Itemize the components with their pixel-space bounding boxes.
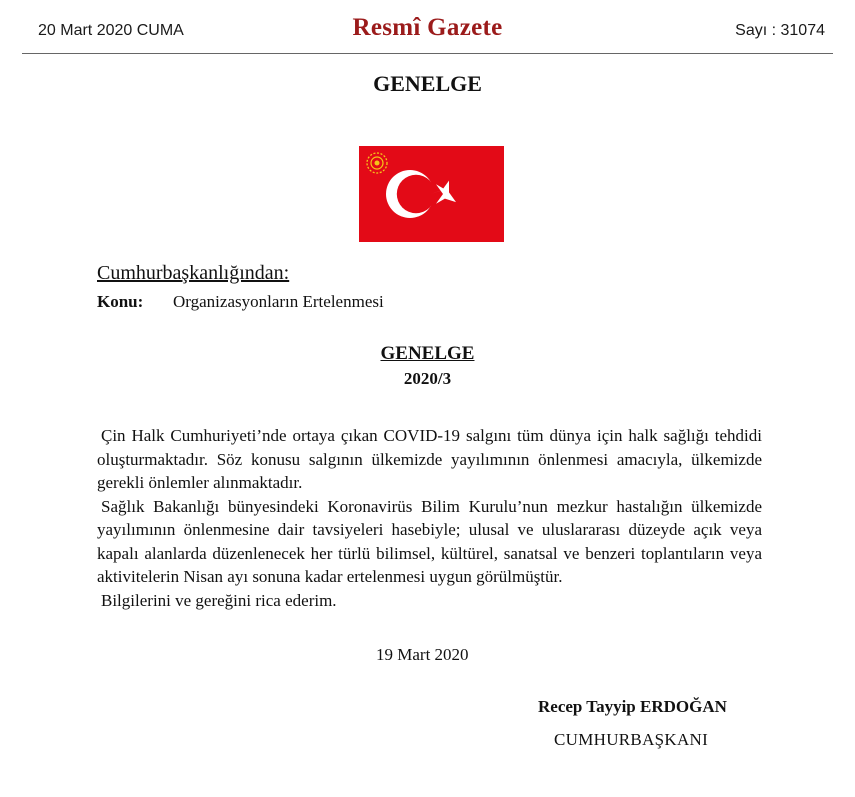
subject-value: Organizasyonların Ertelenmesi (173, 292, 384, 311)
issue-number: Sayı : 31074 (735, 22, 825, 39)
signatory-title: CUMHURBAŞKANI (554, 730, 709, 749)
gazette-title: Resmî Gazete (352, 14, 503, 41)
genelge-number: 2020/3 (403, 369, 452, 388)
category-title: GENELGE (373, 71, 482, 96)
subject-line (97, 292, 384, 312)
header-divider (22, 53, 833, 54)
signatory-name: Recep Tayyip ERDOĞAN (538, 697, 727, 716)
subject-label: Konu: (97, 292, 144, 311)
issuer: Cumhurbaşkanlığından: (97, 262, 290, 284)
body-text (97, 424, 762, 612)
paragraph: Sağlık Bakanlığı bünyesindeki Koronavirüs Bilim Kurulu’nun mezkur hastalığın ülkemizde yayılımının önlenmesine dair tavsiyeleri hasebiyle; ulusal ve uluslararası düzeyde açık veya kapalı alanlarda düzenlenecek her türlü bilimsel, kültürel, sanatsal ve benzeri toplantıların veya aktivitelerin Nisan ayı sonuna kadar ertelenmesi uygun görülmüştür. (97, 496, 762, 586)
turkish-flag-icon (359, 146, 504, 242)
paragraph: Çin Halk Cumhuriyeti’nde ortaya çıkan COVID-19 salgını tüm dünya için halk sağlığı tehdidi oluşturmaktadır. Söz konusu salgının ülkemizde yayılımının önlenmesi amacıyla, ülkemizde gerekli önlemler alınmaktadır. (97, 426, 762, 492)
crescent-inner (397, 175, 435, 213)
genelge-title: GENELGE (380, 343, 475, 364)
paragraph: Bilgilerini ve gereğini rica ederim. (101, 590, 337, 610)
document-date: 19 Mart 2020 (376, 645, 469, 664)
header-date: 20 Mart 2020 CUMA (38, 22, 184, 39)
